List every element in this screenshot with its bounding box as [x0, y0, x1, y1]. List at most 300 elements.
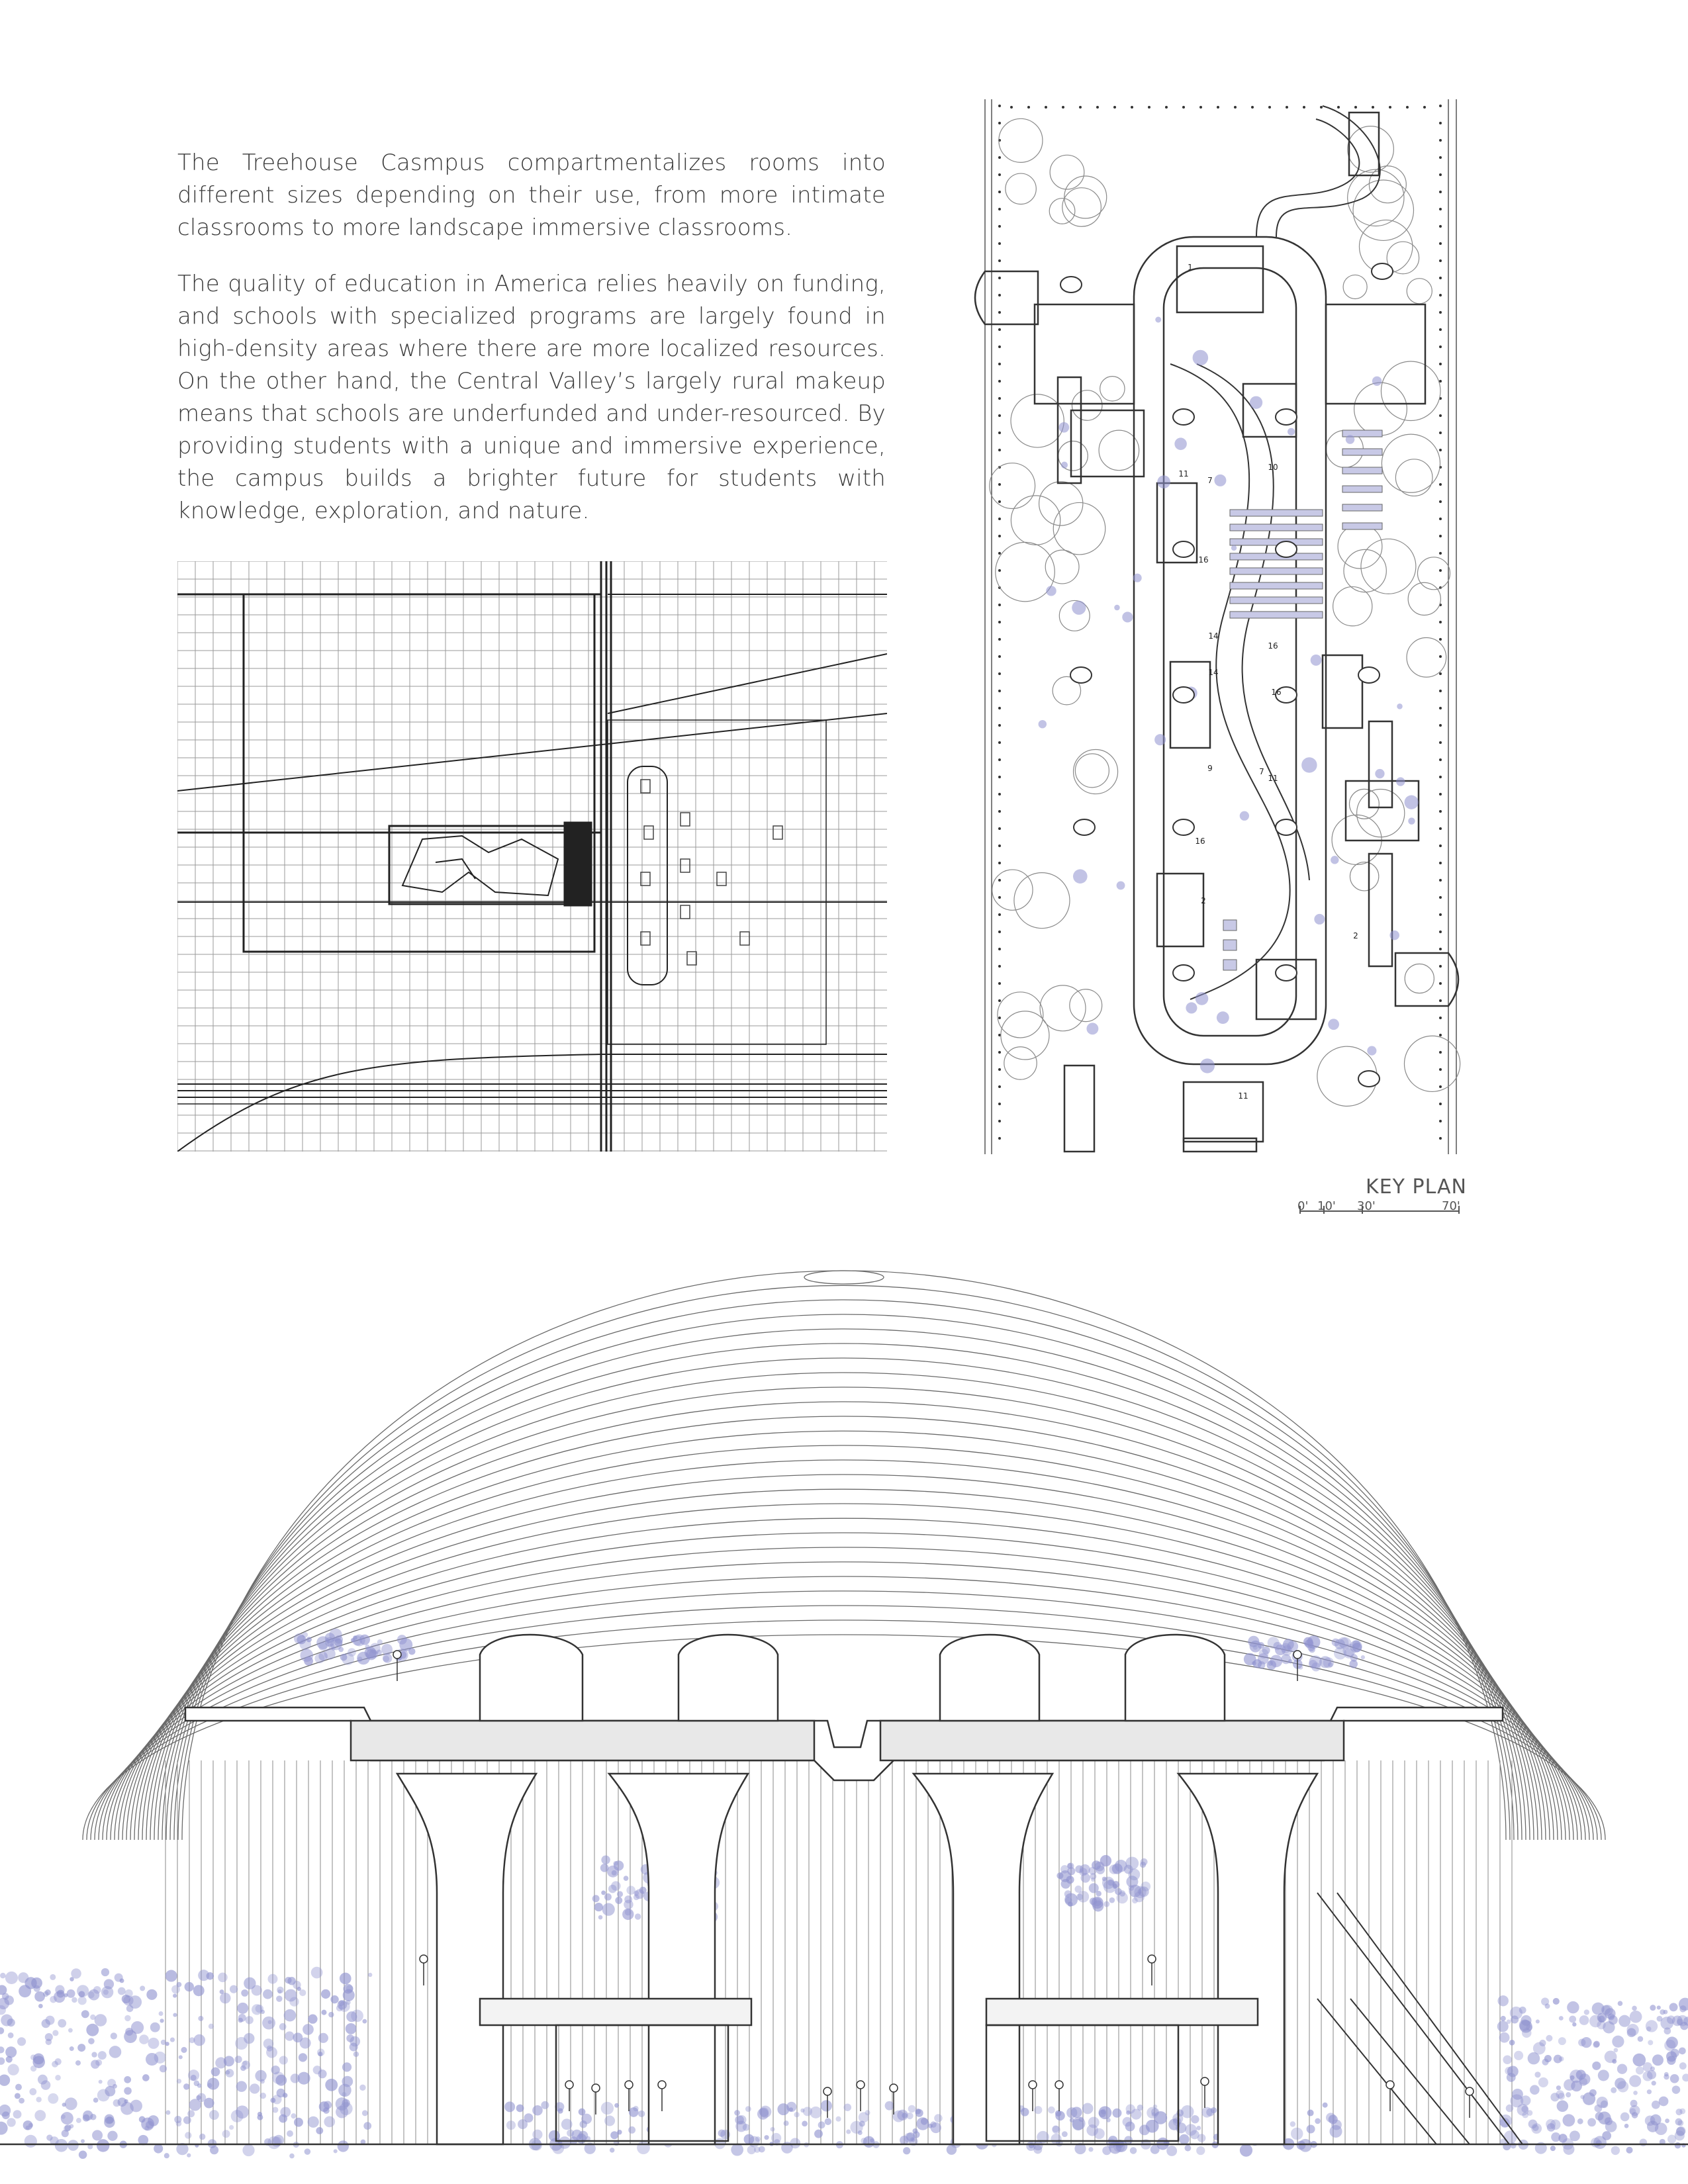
- foliage-dot: [1179, 2134, 1189, 2144]
- foliage-dot: [771, 2133, 781, 2143]
- foliage-dot: [76, 2118, 81, 2123]
- foliage-dot: [921, 2118, 928, 2125]
- foliage-dot: [1534, 2071, 1540, 2077]
- foliage-dot: [757, 2109, 769, 2120]
- foliage-dot: [215, 2057, 226, 2068]
- person-figure: [625, 2081, 633, 2089]
- foliage-dot: [267, 1974, 277, 1984]
- foliage-dot: [141, 2118, 154, 2131]
- foliage-dot: [140, 1985, 145, 1991]
- foliage-dot: [359, 1635, 370, 1645]
- foliage-dot: [1682, 2073, 1688, 2081]
- roof-arch: [91, 1606, 1597, 1840]
- foliage-dot: [1541, 1997, 1549, 2005]
- tree-canopy: [1404, 1036, 1460, 1091]
- tree-canopy: [1039, 482, 1083, 525]
- room-number-label: 7: [1207, 476, 1213, 485]
- tree-canopy: [990, 463, 1035, 509]
- foliage-dot: [124, 2087, 132, 2095]
- scale-label-0: 0': [1297, 1199, 1309, 1213]
- foliage-dot: [1546, 2119, 1556, 2129]
- foliage-dot: [0, 2122, 8, 2135]
- foliage-dot: [177, 2079, 181, 2083]
- foliage-dot: [50, 1974, 56, 1980]
- foliage-dot: [291, 2113, 296, 2118]
- foliage-dot: [68, 2140, 79, 2151]
- foliage-dot: [1191, 2115, 1199, 2124]
- foliage-dot: [1499, 2032, 1510, 2043]
- person-figure: [1293, 1651, 1301, 1659]
- foliage-dot: [236, 2081, 247, 2091]
- foliage-dot: [1542, 2059, 1548, 2066]
- room-number-label: 11: [1238, 1091, 1248, 1101]
- foliage-dot: [1581, 2037, 1591, 2048]
- foliage-dot: [174, 2116, 181, 2123]
- foliage-dot: [303, 2024, 314, 2035]
- foliage-dot: [332, 1647, 336, 1651]
- tree-canopy: [1405, 964, 1434, 993]
- foliage-dot: [105, 2086, 115, 2097]
- foliage-dot: [397, 1635, 407, 1645]
- tree-canopy: [1045, 550, 1079, 584]
- foliage-dot: [55, 2139, 68, 2152]
- foliage-dot: [913, 2128, 918, 2134]
- foliage-dot: [13, 2110, 22, 2118]
- foliage-dot: [1109, 2141, 1121, 2154]
- foliage-dot: [1330, 2125, 1342, 2138]
- intro-paragraph-1: The Treehouse Casmpus compartmentalizes rooms into different sizes depending on their use, from more intimate classrooms to more landscape immersive classrooms.: [177, 150, 886, 241]
- foliage-dot: [1181, 2105, 1194, 2118]
- foliage-dot: [78, 1996, 87, 2005]
- intro-text: [177, 147, 886, 551]
- foliage-dot: [26, 2126, 30, 2130]
- foliage-dot: [338, 2140, 349, 2152]
- roof-arch: [118, 1504, 1570, 1840]
- foliage-dot: [338, 2000, 348, 2010]
- foliage-dot: [1076, 1893, 1083, 1900]
- foliage-dot: [198, 2016, 203, 2021]
- foliage-dot: [83, 2115, 90, 2122]
- foliage-dot: [235, 2037, 248, 2050]
- foliage-dot: [777, 2103, 789, 2115]
- foliage-dot: [784, 2120, 789, 2126]
- foliage-dot: [1082, 2103, 1094, 2115]
- foliage-dot: [362, 2110, 368, 2116]
- foliage-dot: [244, 1978, 256, 1989]
- foliage-dot: [930, 2121, 937, 2128]
- foliage-dot: [1665, 2118, 1669, 2123]
- foliage-dot: [99, 2079, 103, 2083]
- foliage-dot: [611, 1881, 620, 1890]
- foliage-dot: [1103, 1901, 1109, 1907]
- foliage-dot: [260, 2079, 265, 2083]
- foliage-dot: [123, 1995, 133, 2005]
- foliage-dot: [225, 2069, 234, 2077]
- foliage-dot: [1131, 2109, 1141, 2119]
- foliage-dot: [95, 2060, 102, 2066]
- foliage-dot: [789, 2107, 793, 2111]
- foliage-dot: [188, 2070, 199, 2081]
- foliage-dot: [369, 1649, 378, 1659]
- tree-canopy: [1349, 789, 1379, 819]
- foliage-dot: [70, 2124, 74, 2128]
- foliage-dot: [1048, 2107, 1055, 2114]
- foliage-dot: [297, 1987, 301, 1991]
- foliage-dot: [802, 2120, 808, 2126]
- foliage-dot: [601, 1856, 610, 1864]
- foliage-dot: [516, 2105, 524, 2113]
- foliage-dot: [62, 2130, 69, 2137]
- foliage-dot: [1075, 1886, 1082, 1893]
- foliage-dot: [107, 2131, 117, 2141]
- site-building: [680, 905, 690, 919]
- foliage-dot: [1088, 2147, 1093, 2152]
- foliage-dot: [101, 1968, 109, 1976]
- key-plan-title: KEY PLAN: [1366, 1175, 1467, 1199]
- foliage-dot: [629, 2107, 639, 2117]
- foliage-dot: [301, 1649, 314, 1662]
- site-building: [680, 813, 690, 826]
- foliage-dot: [754, 2146, 761, 2153]
- foliage-dot: [506, 2120, 516, 2130]
- foliage-dot: [70, 1977, 73, 1981]
- foliage-dot: [1679, 2062, 1687, 2070]
- room-number-label: 16: [1268, 641, 1278, 651]
- foliage-dot: [1556, 2085, 1561, 2090]
- foliage-dot: [24, 2135, 37, 2148]
- foliage-dot: [229, 2125, 234, 2130]
- foliage-dot: [1109, 1897, 1115, 1903]
- foliage-dot: [181, 2047, 187, 2053]
- foliage-dot: [1602, 2131, 1611, 2140]
- roof-arch: [83, 1635, 1605, 1840]
- column: [1074, 819, 1095, 835]
- foliage-dot: [1577, 2118, 1583, 2124]
- foliage-dot: [1570, 2075, 1575, 2080]
- foliage-dot: [15, 2084, 22, 2091]
- foliage-dot: [1328, 1662, 1333, 1667]
- foliage-dot: [7, 2064, 19, 2075]
- foliage-dot: [7, 2118, 15, 2126]
- foliage-dot: [111, 2032, 117, 2039]
- foliage-dot: [91, 2052, 97, 2057]
- column: [1276, 965, 1297, 981]
- person-figure: [565, 2081, 573, 2089]
- room-number-label: 2: [1353, 931, 1358, 940]
- foliage-dot: [1546, 2035, 1552, 2042]
- foliage-dot: [334, 2149, 338, 2153]
- foliage-dot: [220, 1993, 231, 2004]
- foliage-dot: [1642, 2071, 1652, 2081]
- foliage-dot: [318, 2070, 326, 2078]
- foliage-dot: [342, 2062, 352, 2071]
- foliage-dot: [298, 2072, 310, 2085]
- roof-arch: [115, 1518, 1573, 1840]
- foliage-dot: [36, 2097, 41, 2102]
- tree-canopy: [1062, 188, 1102, 227]
- foliage-dot: [1323, 1657, 1334, 1668]
- column: [1358, 1071, 1380, 1087]
- foliage-dot: [235, 2056, 242, 2063]
- foliage-dot: [81, 2139, 85, 2143]
- foliage-dot: [19, 2098, 24, 2104]
- foliage-dot: [1507, 2066, 1519, 2077]
- foliage-dot: [814, 2130, 823, 2138]
- foliage-dot: [1659, 2097, 1669, 2107]
- foliage-dot: [377, 1639, 383, 1645]
- foliage-dot: [46, 2038, 52, 2045]
- foliage-dot: [749, 2136, 760, 2148]
- foliage-dot: [592, 1895, 600, 1902]
- foliage-dot: [197, 2083, 202, 2088]
- foliage-dot: [1660, 2017, 1673, 2030]
- person-figure: [1148, 1955, 1156, 1963]
- foliage-dot: [316, 2127, 323, 2134]
- foliage-dot: [302, 1632, 308, 1638]
- foliage-dot: [120, 2102, 134, 2115]
- foliage-dot: [0, 2074, 10, 2085]
- foliage-dot: [177, 1982, 182, 1987]
- foliage-dot: [245, 2016, 253, 2024]
- foliage-dot: [311, 1967, 323, 1979]
- foliage-dot: [0, 1973, 6, 1979]
- foliage-dot: [124, 2015, 130, 2021]
- floor-plan-drawing: [972, 99, 1470, 1154]
- foliage-dot: [532, 2130, 542, 2140]
- room-number-label: 10: [1268, 463, 1278, 472]
- foliage-dot: [1071, 2107, 1082, 2118]
- tree-canopy: [992, 870, 1033, 910]
- foliage-dot: [183, 2083, 189, 2089]
- foliage-dot: [189, 2099, 201, 2111]
- foliage-dot: [1598, 2070, 1609, 2081]
- foliage-dot: [321, 2010, 326, 2015]
- foliage-dot: [1061, 1879, 1071, 1889]
- foliage-dot: [30, 2054, 36, 2060]
- foliage-dot: [1298, 1665, 1303, 1670]
- foliage-dot: [1618, 2015, 1630, 2027]
- foliage-dot: [1629, 2075, 1641, 2087]
- foliage-dot: [594, 1903, 603, 1911]
- foliage-dot: [1605, 2117, 1613, 2125]
- foliage-dot: [825, 2118, 832, 2125]
- foliage-dot: [1539, 2040, 1546, 2046]
- foliage-dot: [1268, 1661, 1273, 1666]
- foliage-dot: [1258, 1642, 1264, 1649]
- foliage-dot: [71, 1997, 77, 2003]
- foliage-dot: [329, 1628, 342, 1641]
- foliage-dot: [1100, 1855, 1111, 1866]
- room-number-label: 11: [1268, 774, 1278, 783]
- foliage-dot: [1530, 2085, 1540, 2095]
- foliage-dot: [1323, 2103, 1328, 2108]
- foliage-dot: [220, 1989, 224, 1994]
- foliage-dot: [2, 2111, 10, 2119]
- foliage-dot: [1563, 2144, 1574, 2155]
- foliage-dot: [635, 1913, 641, 1919]
- foliage-dot: [1062, 2131, 1068, 2137]
- foliage-dot: [68, 2028, 73, 2032]
- foliage-dot: [602, 1903, 615, 1916]
- foliage-dot: [1614, 2048, 1618, 2052]
- foliage-dot: [1067, 1867, 1075, 1875]
- foliage-dot: [638, 2111, 645, 2117]
- foliage-dot: [1315, 2118, 1321, 2124]
- foliage-dot: [1521, 2095, 1530, 2105]
- column: [1276, 409, 1297, 425]
- foliage-dot: [17, 2037, 26, 2046]
- foliage-dot: [146, 1989, 157, 2000]
- foliage-dot: [179, 2055, 183, 2059]
- foliage-dot: [1536, 2019, 1540, 2023]
- foliage-dot: [803, 2107, 812, 2116]
- person-figure: [393, 1651, 401, 1659]
- tree-canopy: [1407, 279, 1432, 304]
- foliage-dot: [199, 2134, 205, 2140]
- foliage-dot: [1290, 2121, 1295, 2126]
- foliage-dot: [1559, 2016, 1564, 2021]
- foliage-dot: [1107, 1880, 1114, 1886]
- foliage-dot: [275, 2075, 287, 2086]
- foliage-dot: [0, 2027, 4, 2034]
- foliage-dot: [1080, 1864, 1090, 1875]
- foliage-dot: [125, 2028, 133, 2036]
- foliage-dot: [88, 2038, 95, 2044]
- foliage-dot: [77, 2044, 85, 2052]
- foliage-dot: [46, 2134, 52, 2140]
- foliage-dot: [183, 2116, 191, 2124]
- tree-canopy: [1354, 383, 1407, 435]
- person-figure: [1201, 2077, 1209, 2085]
- foliage-dot: [42, 2019, 50, 2028]
- foliage-dot: [731, 2144, 743, 2156]
- foliage-dot: [1617, 2064, 1627, 2074]
- tree-canopy: [1011, 394, 1064, 447]
- foliage-dot: [346, 2023, 357, 2034]
- person-figure: [1055, 2081, 1063, 2089]
- foliage-dot: [1307, 2124, 1315, 2133]
- tree-canopy: [1011, 496, 1060, 545]
- foliage-dot: [139, 2034, 149, 2044]
- room-number-label: 11: [1178, 469, 1189, 478]
- foliage-dot: [1344, 1648, 1354, 1658]
- foliage-dot: [1092, 1897, 1103, 1909]
- foliage-dot: [870, 2138, 874, 2142]
- foliage-dot: [250, 2083, 259, 2093]
- roof-arch: [111, 1533, 1577, 1840]
- foliage-dot: [1611, 2087, 1617, 2093]
- foliage-dot: [118, 1987, 126, 1995]
- foliage-dot: [1130, 2147, 1137, 2154]
- foliage-dot: [903, 2147, 910, 2154]
- person-figure: [890, 2084, 898, 2092]
- foliage-dot: [915, 2109, 923, 2117]
- foliage-dot: [353, 1635, 357, 1640]
- intro-paragraph-2: The quality of education in America relies heavily on funding, and schools with specialized programs are largely found in high-density areas where there are more localized resources. On the other hand, the Central Valley’s largely rural makeup means that schools are underfunded and under-resourced. By providing students with a unique and immersive experience, the campus builds a brighter future for students with knowledge, exploration, and nature.: [177, 271, 886, 524]
- column: [1070, 667, 1092, 683]
- foliage-dot: [1675, 2109, 1682, 2115]
- foliage-dot: [1554, 2055, 1562, 2064]
- tree-canopy: [1014, 873, 1070, 929]
- foliage-dot: [1309, 1660, 1317, 1668]
- foliage-dot: [624, 1876, 629, 1881]
- tree-canopy: [1049, 199, 1075, 224]
- foliage-dot: [314, 1653, 324, 1663]
- foliage-dot: [1507, 2019, 1511, 2024]
- foliage-dot: [38, 2004, 43, 2009]
- foliage-dot: [1597, 2097, 1608, 2108]
- foliage-dot: [1196, 2126, 1201, 2130]
- foliage-dot: [353, 2052, 359, 2057]
- foliage-dot: [1522, 2112, 1528, 2118]
- foliage-dot: [120, 1978, 124, 1983]
- foliage-dot: [236, 2105, 249, 2118]
- foliage-dot: [308, 2014, 317, 2023]
- site-building: [740, 932, 749, 945]
- tree-canopy: [1353, 180, 1413, 240]
- foliage-dot: [148, 2038, 159, 2049]
- foliage-dot: [1620, 2113, 1630, 2122]
- foliage-dot: [170, 2037, 175, 2042]
- foliage-dot: [1089, 1883, 1099, 1893]
- foliage-dot: [293, 2032, 303, 2042]
- foliage-dot: [52, 2061, 58, 2068]
- foliage-dot: [1240, 2144, 1252, 2157]
- foliage-dot: [1551, 2132, 1560, 2142]
- tree-canopy: [1006, 173, 1036, 204]
- foliage-dot: [1612, 2036, 1624, 2048]
- foliage-dot: [1675, 2118, 1683, 2126]
- foliage-dot: [1088, 2117, 1100, 2128]
- tree-canopy: [999, 118, 1043, 162]
- foliage-dot: [1630, 2011, 1642, 2023]
- foliage-dot: [279, 2023, 287, 2030]
- foliage-dot: [1669, 2003, 1678, 2011]
- foliage-dot: [263, 1989, 273, 1999]
- roof-skylight: [804, 1271, 884, 1284]
- foliage-dot: [865, 2110, 870, 2115]
- foliage-dot: [346, 2000, 350, 2005]
- foliage-dot: [276, 1995, 282, 2001]
- foliage-dot: [1567, 2001, 1579, 2013]
- foliage-dot: [1675, 2142, 1681, 2148]
- room-number-label: 16: [1271, 688, 1282, 697]
- foliage-dot: [5, 2046, 17, 2058]
- foliage-dot: [1538, 2077, 1548, 2087]
- foliage-dot: [1519, 2007, 1526, 2014]
- foliage-dot: [328, 2012, 334, 2017]
- foliage-dot: [1055, 2111, 1062, 2117]
- foliage-dot: [1528, 2052, 1540, 2065]
- foliage-dot: [271, 2136, 282, 2147]
- foliage-dot: [0, 2058, 5, 2065]
- foliage-dot: [1626, 2024, 1638, 2036]
- foliage-dot: [1124, 1865, 1133, 1874]
- foliage-dot: [207, 1972, 214, 1980]
- foliage-dot: [1558, 2093, 1565, 2100]
- site-plan-drawing: [177, 561, 887, 1152]
- foliage-dot: [324, 2116, 335, 2128]
- foliage-dot: [1147, 2107, 1158, 2119]
- foliage-dot: [1664, 2010, 1668, 2015]
- foliage-dot: [93, 1986, 101, 1994]
- foliage-dot: [532, 2105, 543, 2116]
- foliage-dot: [67, 1989, 75, 1998]
- tree-canopy: [1381, 361, 1440, 421]
- foliage-dot: [189, 2037, 195, 2043]
- foliage-dot: [29, 2088, 36, 2095]
- foliage-dot: [7, 2019, 15, 2026]
